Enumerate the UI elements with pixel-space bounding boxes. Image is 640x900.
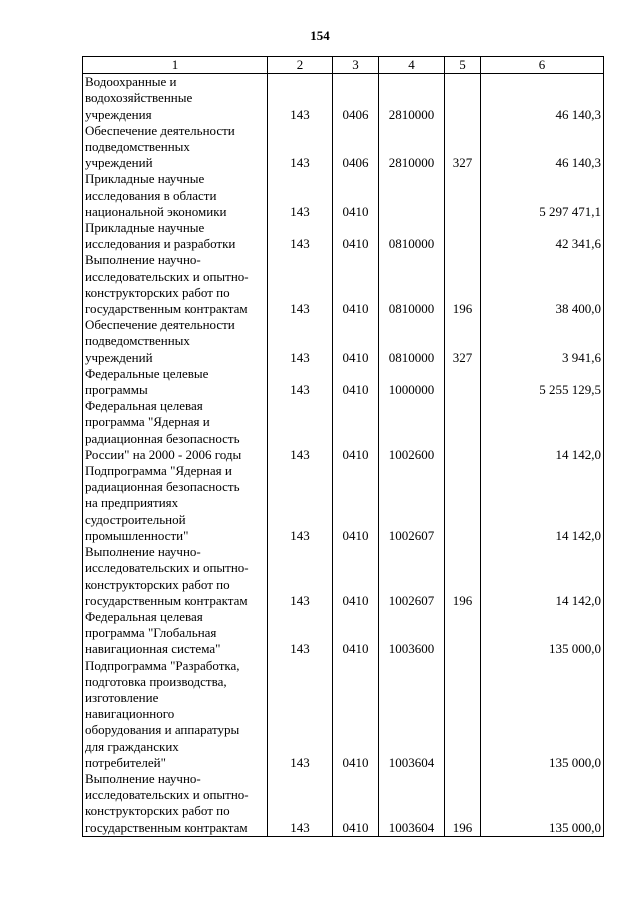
row-amount: 38 400,0	[481, 252, 604, 317]
row-col4: 1003604	[379, 658, 445, 771]
row-amount: 14 142,0	[481, 463, 604, 544]
column-header: 5	[445, 57, 481, 74]
table-row	[83, 252, 604, 317]
row-col4: 1003600	[379, 609, 445, 658]
row-name: Выполнение научно- исследовательских и опытно- конструкторских работ по государственным контрактам	[83, 771, 268, 836]
row-amount: 3 941,6	[481, 317, 604, 366]
row-col3: 0406	[333, 123, 379, 172]
row-col2: 143	[268, 123, 333, 172]
row-col5: 196	[445, 252, 481, 317]
row-col3: 0410	[333, 252, 379, 317]
row-col2: 143	[268, 658, 333, 771]
row-name: Подпрограмма "Разработка, подготовка производства, изготовление навигационного оборудования и аппаратуры для гражданских потребителей"	[83, 658, 268, 771]
column-header: 4	[379, 57, 445, 74]
table-row	[83, 317, 604, 366]
row-col2: 143	[268, 252, 333, 317]
row-name: Водоохранные и водохозяйственные учреждения	[83, 74, 268, 123]
table-row	[83, 544, 604, 609]
table-row	[83, 220, 604, 252]
table-row	[83, 609, 604, 658]
row-col2: 143	[268, 366, 333, 398]
row-col2: 143	[268, 771, 333, 836]
row-amount: 135 000,0	[481, 609, 604, 658]
table-row	[83, 463, 604, 544]
row-col5: 327	[445, 123, 481, 172]
row-name: Федеральная целевая программа "Ядерная и радиационная безопасность России" на 2000 - 2006 годы	[83, 398, 268, 463]
row-col4	[379, 171, 445, 220]
row-col3: 0410	[333, 171, 379, 220]
row-col2: 143	[268, 609, 333, 658]
row-name: Обеспечение деятельности подведомственных учреждений	[83, 317, 268, 366]
row-col4: 2810000	[379, 123, 445, 172]
row-col4: 1000000	[379, 366, 445, 398]
table-row	[83, 366, 604, 398]
table-row	[83, 123, 604, 172]
row-col3: 0410	[333, 220, 379, 252]
row-amount: 135 000,0	[481, 771, 604, 836]
row-amount: 46 140,3	[481, 74, 604, 123]
row-col4: 2810000	[379, 74, 445, 123]
table-row	[83, 398, 604, 463]
row-col3: 0410	[333, 658, 379, 771]
row-name: Выполнение научно- исследовательских и опытно- конструкторских работ по государственным контрактам	[83, 252, 268, 317]
column-header: 1	[83, 57, 268, 74]
row-col5: 196	[445, 544, 481, 609]
column-header: 6	[481, 57, 604, 74]
row-name: Подпрограмма "Ядерная и радиационная безопасность на предприятиях судостроительной промышленности"	[83, 463, 268, 544]
row-name: Прикладные научные исследования и разработки	[83, 220, 268, 252]
row-col5	[445, 398, 481, 463]
row-amount: 14 142,0	[481, 544, 604, 609]
budget-table	[82, 56, 604, 837]
row-col3: 0410	[333, 609, 379, 658]
row-col3: 0410	[333, 544, 379, 609]
row-name: Выполнение научно- исследовательских и опытно- конструкторских работ по государственным контрактам	[83, 544, 268, 609]
column-header: 2	[268, 57, 333, 74]
row-col2: 143	[268, 74, 333, 123]
row-col2: 143	[268, 317, 333, 366]
row-name: Федеральные целевые программы	[83, 366, 268, 398]
row-col5	[445, 658, 481, 771]
row-amount: 5 297 471,1	[481, 171, 604, 220]
row-col5: 327	[445, 317, 481, 366]
row-col3: 0410	[333, 317, 379, 366]
row-col5	[445, 171, 481, 220]
row-name: Обеспечение деятельности подведомственных учреждений	[83, 123, 268, 172]
table-row	[83, 658, 604, 771]
row-col3: 0406	[333, 74, 379, 123]
row-amount: 42 341,6	[481, 220, 604, 252]
row-col2: 143	[268, 171, 333, 220]
column-header: 3	[333, 57, 379, 74]
row-name: Прикладные научные исследования в области национальной экономики	[83, 171, 268, 220]
row-col2: 143	[268, 398, 333, 463]
row-amount: 135 000,0	[481, 658, 604, 771]
row-col4: 1003604	[379, 771, 445, 836]
table-row	[83, 74, 604, 123]
row-col3: 0410	[333, 398, 379, 463]
table-row	[83, 171, 604, 220]
table-row	[83, 771, 604, 836]
row-col5	[445, 463, 481, 544]
row-col4: 1002600	[379, 398, 445, 463]
row-name: Федеральная целевая программа "Глобальная навигационная система"	[83, 609, 268, 658]
row-col5	[445, 609, 481, 658]
header-row	[83, 57, 604, 74]
row-amount: 46 140,3	[481, 123, 604, 172]
row-col3: 0410	[333, 366, 379, 398]
row-col4: 0810000	[379, 317, 445, 366]
row-col4: 0810000	[379, 220, 445, 252]
row-col5: 196	[445, 771, 481, 836]
row-col2: 143	[268, 463, 333, 544]
row-col4: 1002607	[379, 544, 445, 609]
row-amount: 14 142,0	[481, 398, 604, 463]
row-col4: 0810000	[379, 252, 445, 317]
row-amount: 5 255 129,5	[481, 366, 604, 398]
row-col3: 0410	[333, 771, 379, 836]
row-col2: 143	[268, 220, 333, 252]
row-col3: 0410	[333, 463, 379, 544]
row-col5	[445, 74, 481, 123]
row-col5	[445, 220, 481, 252]
row-col2: 143	[268, 544, 333, 609]
page-number: 154	[310, 28, 330, 43]
row-col5	[445, 366, 481, 398]
row-col4: 1002607	[379, 463, 445, 544]
